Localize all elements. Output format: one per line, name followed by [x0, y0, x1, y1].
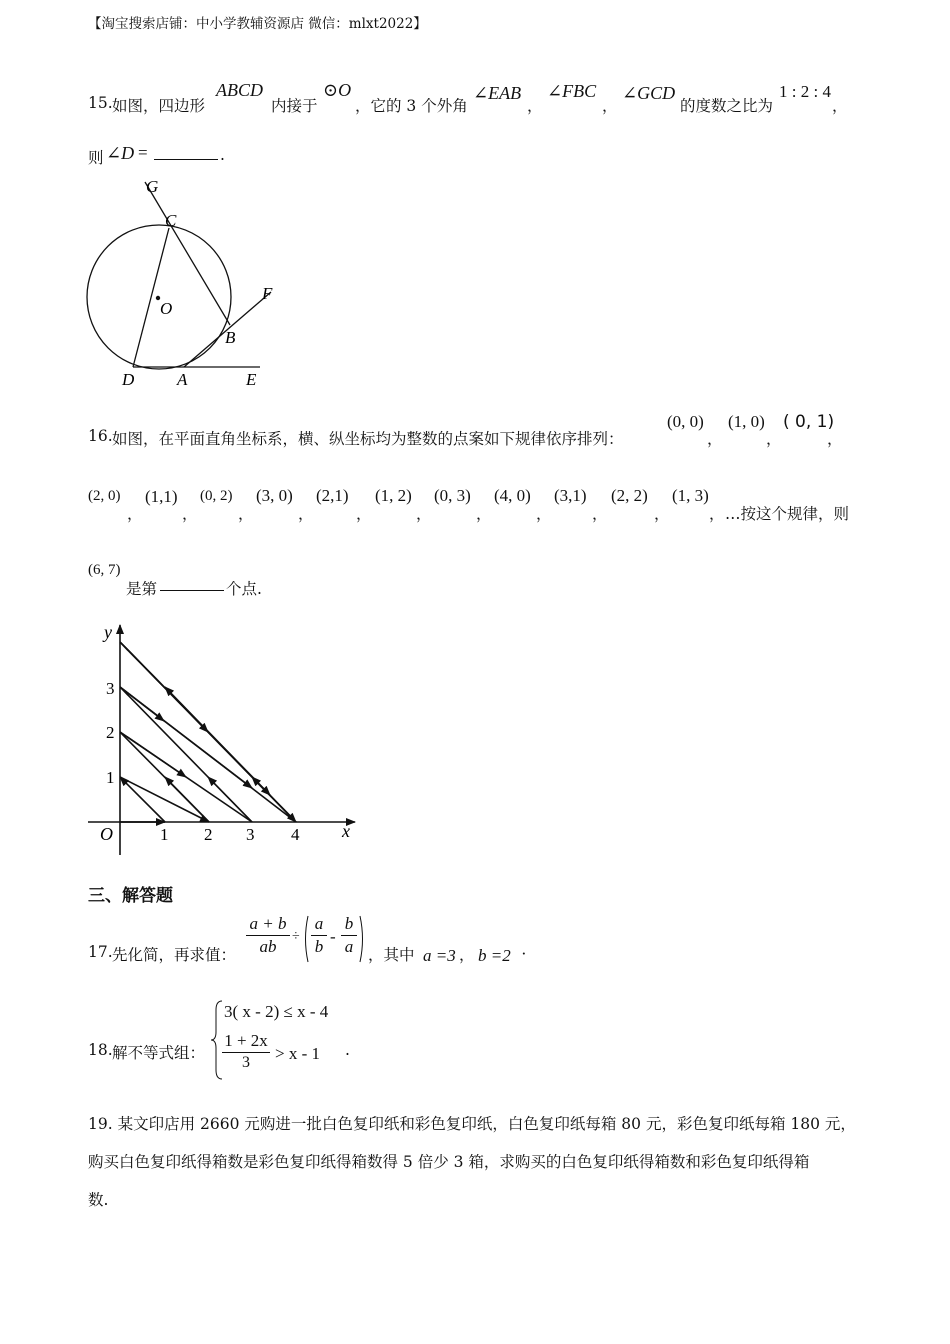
q17-text-2: ，其中 [368, 946, 415, 964]
q17-den-3: a [344, 937, 354, 956]
x-tick-3: 3 [246, 825, 255, 844]
q16-coord-13: (2, 2) [611, 486, 648, 505]
side-dc [133, 228, 169, 367]
q17-fraction-1 [246, 914, 290, 957]
q16-comma: ， [416, 505, 432, 523]
q18-text-1: 解不等式组： [112, 1044, 206, 1062]
q16-comma: ， [709, 505, 725, 523]
q19-line-3: 数. [88, 1191, 109, 1209]
q15-angle-gcd: ∠GCD [622, 83, 676, 103]
q18-number: 18. [88, 1041, 113, 1059]
q16-text-1: 如图，在平面直角坐标系，横、纵坐标均为整数的点案如下规律依序排列： [112, 430, 624, 448]
x-tick-2: 2 [204, 825, 213, 844]
label-f: F [262, 284, 273, 303]
q15-text-2: 内接于 [271, 97, 318, 115]
q17-right-paren [358, 915, 366, 963]
path-arrow [120, 642, 296, 822]
q17-num-3: b [344, 914, 354, 933]
q16-coord-10: (0, 3) [434, 486, 471, 505]
q16-answer-blank[interactable] [160, 576, 224, 595]
q17-divide: ÷ [292, 929, 300, 944]
q15-ratio: 1 : 2 : 4 [779, 82, 831, 101]
q17-fraction-3 [341, 914, 357, 957]
label-b: B [225, 328, 236, 347]
q16-comma: ， [182, 505, 198, 523]
line-gcb [145, 182, 230, 325]
q16-coord-2: (1, 0) [728, 412, 765, 431]
q15-answer-blank[interactable] [154, 145, 218, 164]
q16-comma: ， [127, 505, 143, 523]
q16-coord-11: (4, 0) [494, 486, 531, 505]
q16-coord-14: (1, 3) [672, 486, 709, 505]
q17-text-1: 先化简，再求值： [112, 946, 237, 964]
q17-den-2: b [314, 937, 324, 956]
y-tick-3: 3 [106, 679, 115, 698]
q16-coord-12: (3,1) [554, 486, 587, 505]
q15-angle-fbc: ∠FBC [547, 81, 597, 101]
q15-equals: = [138, 143, 148, 162]
section-heading: 三、解答题 [88, 886, 173, 906]
q15-circle-figure [80, 170, 280, 395]
q16-coord-7: (3, 0) [256, 486, 293, 505]
q16-number: 16. [88, 427, 113, 445]
label-a: A [177, 370, 188, 389]
x-tick-4: 4 [291, 825, 300, 844]
x-tick-1: 1 [160, 825, 169, 844]
label-c: C [165, 211, 177, 230]
q18-den: 3 [242, 1054, 250, 1071]
q16-coord-1: (0, 0) [667, 412, 704, 431]
q15-angle-eab: ∠EAB [473, 83, 522, 103]
q18-ineq-1: 3( x - 2) ≤ x - 4 [224, 1002, 329, 1021]
q17-cond-a: a =3 [423, 946, 456, 965]
q15-quad: ABCD [216, 80, 263, 100]
q15-sep-2: ， [602, 97, 618, 115]
q16-grid-figure [80, 615, 370, 865]
q15-angle-d: ∠D [106, 143, 135, 163]
q16-comma: ， [766, 430, 782, 448]
page-header: 【淘宝搜索店铺：中小学教辅资源店 微信：mlxt2022】 [88, 16, 427, 32]
q16-text-2: 是第 [126, 580, 158, 598]
y-tick-1: 1 [106, 768, 115, 787]
q16-coord-4: (2, 0) [88, 488, 121, 504]
q19-line-2: 购买白色复印纸得箱数是彩色复印纸得箱数得 5 倍少 3 箱，求购买的白色复印纸得箱数和彩色复印纸得箱 [88, 1153, 810, 1171]
label-d: D [122, 370, 135, 389]
q16-coord-8: (2,1) [316, 486, 349, 505]
x-label: x [342, 821, 350, 841]
q17-fraction-2 [311, 914, 327, 957]
q17-dot: · [521, 944, 527, 963]
q16-comma: ， [476, 505, 492, 523]
q17-den-1: ab [259, 937, 277, 956]
path-arrow [165, 777, 209, 822]
q17-num-1: a + b [249, 914, 287, 933]
y-tick-2: 2 [106, 723, 115, 742]
q16-comma: ， [654, 505, 670, 523]
label-e: E [246, 370, 257, 389]
q16-comma: ， [298, 505, 314, 523]
q17-cond-b: b =2 [478, 946, 511, 965]
q16-comma: ， [827, 430, 843, 448]
y-label: y [104, 622, 112, 642]
q18-num: 1 + 2x [224, 1031, 268, 1050]
q17-comma: ， [459, 946, 475, 964]
q16-point: (6, 7) [88, 562, 121, 578]
q16-comma: ， [238, 505, 254, 523]
q17-num-2: a [314, 914, 324, 933]
label-g: G [146, 177, 159, 196]
q16-coord-9: (1, 2) [375, 486, 412, 505]
q15-circle: ⊙O [323, 80, 352, 100]
q18-ineq-2: > x - 1 [275, 1044, 320, 1063]
q15-text-4: 的度数之比为 [680, 97, 774, 115]
q16-coord-5: (1,1) [145, 487, 178, 506]
q15-period: . [220, 146, 225, 164]
q17-left-paren [302, 915, 310, 963]
q17-minus: - [330, 927, 336, 946]
path-arrow [120, 732, 186, 777]
q16-comma: ， [356, 505, 372, 523]
q15-number: 15. [88, 94, 113, 112]
q16-comma: ， [592, 505, 608, 523]
q19-line-1: 19. 某文印店用 2660 元购进一批白色复印纸和彩色复印纸，白色复印纸每箱 80 元，彩色复印纸每箱 180 元， [88, 1115, 856, 1133]
origin-label: O [100, 824, 113, 844]
path-segment [120, 777, 165, 822]
q18-dot: . [345, 1041, 350, 1059]
q16-comma: ， [707, 430, 723, 448]
q16-tail: …按这个规律，则 [725, 505, 850, 523]
q16-text-3: 个点. [226, 580, 262, 598]
q18-fraction [222, 1031, 270, 1072]
q16-coord-6: (0, 2) [200, 488, 233, 504]
label-o: O [160, 299, 173, 318]
q15-end: ， [832, 97, 848, 115]
path-arrow [120, 687, 252, 788]
q16-comma: ， [536, 505, 552, 523]
q15-sep-1: ， [527, 97, 543, 115]
q17-number: 17. [88, 943, 113, 961]
q15-text-1: 如图，四边形 [112, 97, 206, 115]
q15-text-5: 则 [88, 149, 104, 167]
q15-text-3: ，它的 3 个外角 [355, 97, 468, 115]
q16-coord-3: ( 0, 1) [783, 412, 835, 432]
